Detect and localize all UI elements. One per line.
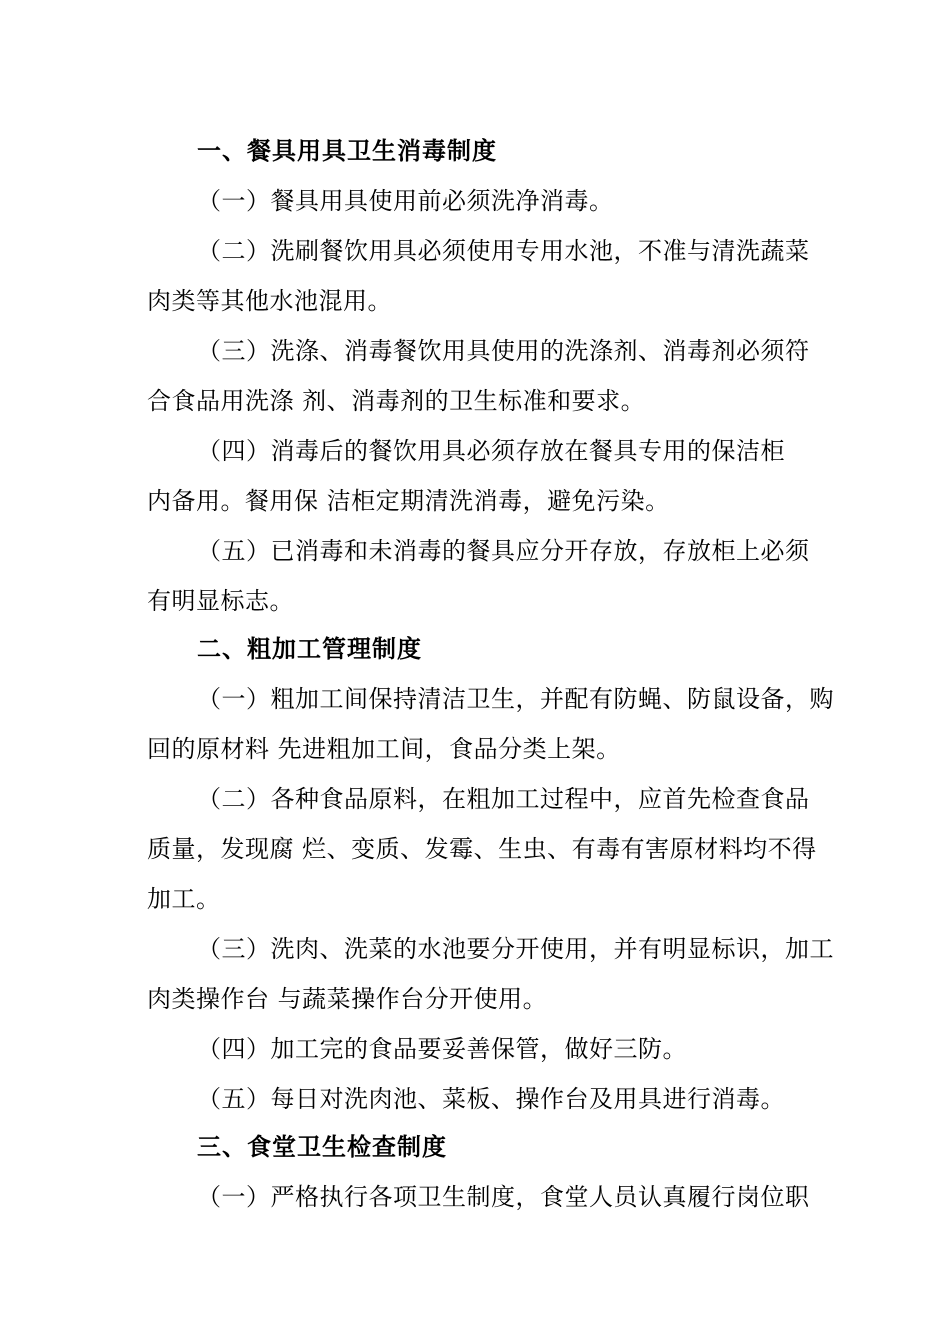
paragraph-line: （一）餐具用具使用前必须洗净消毒。 (197, 187, 614, 215)
paragraph-line: 肉类操作台 与蔬菜操作台分开使用。 (147, 985, 548, 1013)
paragraph-line: 有明显标志。 (147, 587, 294, 615)
paragraph-line: 回的原材料 先进粗加工间，食品分类上架。 (147, 735, 621, 763)
paragraph-line: （一）严格执行各项卫生制度，食堂人员认真履行岗位职 (197, 1183, 810, 1211)
paragraph-line: （五）每日对洗肉池、菜板、操作台及用具进行消毒。 (197, 1085, 785, 1113)
paragraph-line: （四）加工完的食品要妥善保管，做好三防。 (197, 1035, 687, 1063)
paragraph-line: （二）各种食品原料，在粗加工过程中，应首先检查食品 (197, 785, 810, 813)
paragraph-line: （三）洗涤、消毒餐饮用具使用的洗涤剂、消毒剂必须符 (197, 337, 810, 365)
paragraph-line: （四）消毒后的餐饮用具必须存放在餐具专用的保洁柜 (197, 437, 785, 465)
paragraph-line: 肉类等其他水池混用。 (147, 287, 392, 315)
paragraph-line: 内备用。餐用保 洁柜定期清洗消毒，避免污染。 (147, 487, 670, 515)
paragraph-line: （二）洗刷餐饮用具必须使用专用水池，不准与清洗蔬菜 (197, 237, 810, 265)
section-heading-1: 一、餐具用具卫生消毒制度 (197, 137, 497, 165)
paragraph-line: （五）已消毒和未消毒的餐具应分开存放，存放柜上必须 (197, 537, 810, 565)
section-heading-3: 三、食堂卫生检查制度 (197, 1133, 447, 1161)
paragraph-line: （三）洗肉、洗菜的水池要分开使用，并有明显标识，加工 (197, 935, 834, 963)
paragraph-line: 质量，发现腐 烂、变质、发霉、生虫、有毒有害原材料均不得 (147, 835, 817, 863)
paragraph-line: 加工。 (147, 885, 221, 913)
section-heading-2: 二、粗加工管理制度 (197, 635, 422, 663)
paragraph-line: （一）粗加工间保持清洁卫生，并配有防蝇、防鼠设备，购 (197, 685, 834, 713)
paragraph-line: 合食品用洗涤 剂、消毒剂的卫生标准和要求。 (147, 387, 646, 415)
